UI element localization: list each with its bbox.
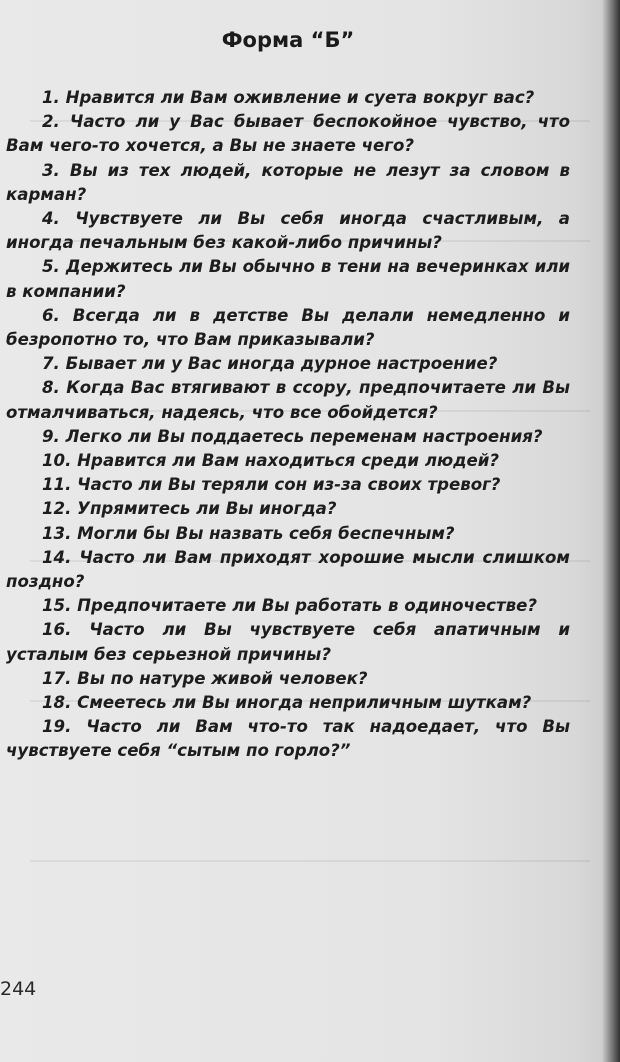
- question-item: 3. Вы из тех людей, которые не лезут за словом в карман?: [6, 160, 570, 204]
- question-item: 10. Нравится ли Вам находиться среди людей?: [42, 451, 500, 471]
- page-number: 244: [0, 978, 37, 1000]
- bleed-through-line: [30, 860, 590, 862]
- question-item: 19. Часто ли Вам что-то так надоедает, что Вы чувствуете себя “сытым по горло?”: [6, 717, 570, 761]
- question-item: 17. Вы по натуре живой человек?: [42, 668, 368, 688]
- question-item: 16. Часто ли Вы чувствуете себя апатичным и усталым без серьезной причины?: [6, 620, 570, 664]
- question-item: 14. Часто ли Вам приходят хорошие мысли слишком поздно?: [6, 547, 570, 592]
- question-item: 11. Часто ли Вы теряли сон из-за своих тревог?: [42, 475, 501, 495]
- question-item: 15. Предпочитаете ли Вы работать в одиночестве?: [42, 596, 538, 616]
- question-item: 6. Всегда ли в детстве Вы делали немедленно и безропотно то, что Вам приказывали?: [6, 305, 570, 350]
- question-item: 7. Бывает ли у Вас иногда дурное настроение?: [42, 354, 498, 374]
- question-item: 5. Держитесь ли Вы обычно в тени на вечеринках или в компании?: [6, 257, 570, 301]
- spine-shadow: [602, 0, 620, 1062]
- question-item: 2. Часто ли у Вас бывает беспокойное чувство, что Вам чего-то хочется, а Вы не знаете чего?: [6, 112, 570, 156]
- question-item: 13. Могли бы Вы назвать себя беспечным?: [42, 523, 455, 543]
- form-title: Форма “Б”: [221, 28, 355, 52]
- question-item: 4. Чувствуете ли Вы себя иногда счастливым, а иногда печальным без какой-либо причины?: [6, 209, 570, 253]
- question-item: 18. Смеетесь ли Вы иногда неприличным шуткам?: [42, 693, 532, 713]
- question-list: [6, 86, 570, 764]
- question-item: 8. Когда Вас втягивают в ссору, предпочитаете ли Вы отмалчиваться, надеясь, что все обойдется?: [6, 378, 570, 422]
- question-item: 9. Легко ли Вы поддаетесь переменам настроения?: [42, 426, 543, 446]
- question-item: 1. Нравится ли Вам оживление и суета вокруг вас?: [42, 88, 535, 107]
- question-item: 12. Упрямитесь ли Вы иногда?: [42, 499, 337, 519]
